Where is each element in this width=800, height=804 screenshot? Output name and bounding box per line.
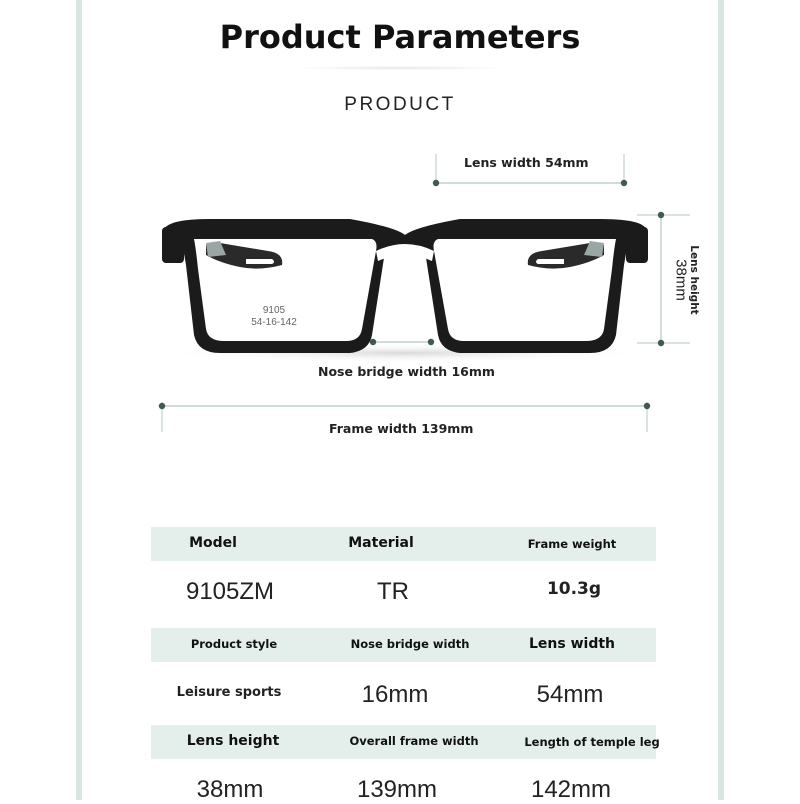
spec-header-lens-width: Lens width bbox=[528, 636, 616, 652]
right-border bbox=[718, 0, 724, 800]
lens-width-label: Lens width 54mm bbox=[464, 155, 589, 170]
spec-value-frame-weight: 10.3g bbox=[546, 579, 602, 599]
spec-value-nose-bridge: 16mm bbox=[361, 681, 429, 708]
frame-width-label: Frame width 139mm bbox=[329, 421, 474, 436]
engraving-model: 9105 bbox=[262, 305, 286, 316]
glasses-image bbox=[150, 205, 660, 365]
glasses-icon bbox=[150, 205, 660, 365]
left-border bbox=[76, 0, 82, 800]
lens-height-label: Lens height bbox=[688, 245, 700, 315]
spec-header-lens-height: Lens height bbox=[186, 733, 280, 749]
spec-value-lens-height: 38mm bbox=[196, 776, 264, 803]
spec-header-nose-bridge: Nose bridge width bbox=[350, 637, 470, 651]
title-underline bbox=[300, 66, 500, 70]
spec-value-product-style: Leisure sports bbox=[176, 685, 282, 700]
spec-header-material: Material bbox=[348, 535, 414, 551]
spec-header-overall-frame-width: Overall frame width bbox=[349, 734, 479, 748]
engraving-size: 54-16-142 bbox=[251, 317, 297, 328]
spec-header-product-style: Product style bbox=[190, 637, 278, 651]
page-title: Product Parameters bbox=[219, 18, 581, 56]
spec-value-temple-length: 142mm bbox=[530, 776, 612, 803]
section-title: PRODUCT bbox=[344, 94, 456, 115]
spec-header-frame-weight: Frame weight bbox=[527, 537, 617, 551]
spec-header-model: Model bbox=[189, 535, 237, 551]
spec-header-temple-length: Length of temple leg bbox=[524, 735, 660, 749]
nose-bridge-label: Nose bridge width 16mm bbox=[318, 364, 495, 379]
lens-height-value: 38mm bbox=[672, 259, 690, 301]
spec-value-model: 9105ZM bbox=[185, 578, 275, 605]
spec-value-material: TR bbox=[377, 578, 409, 605]
spec-value-overall-frame-width: 139mm bbox=[356, 776, 438, 803]
spec-value-lens-width: 54mm bbox=[536, 681, 604, 708]
